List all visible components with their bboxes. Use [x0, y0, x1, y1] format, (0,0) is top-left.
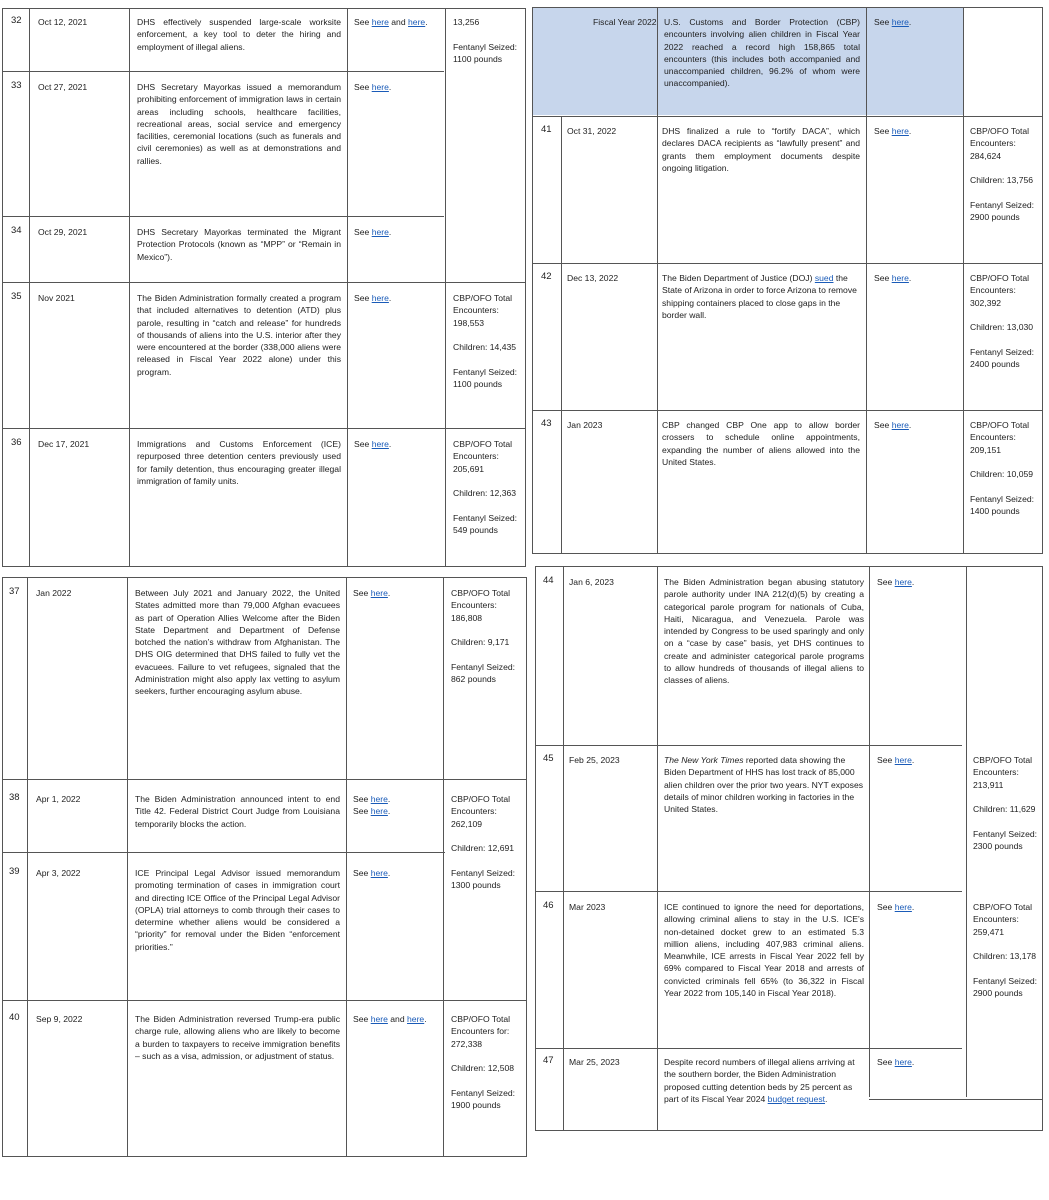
row-date: Jan 2023	[567, 420, 603, 430]
source-suffix: .	[911, 577, 915, 587]
source-suffix: .	[911, 755, 915, 765]
row-date: Sep 9, 2022	[36, 1014, 83, 1024]
row-date: Mar 25, 2023	[569, 1057, 620, 1067]
source-suffix: .	[388, 439, 392, 449]
row-description	[664, 754, 864, 815]
description-text: the State of Arizona in order to force Arizona to remove shipping containers placed to close gaps in the border wall.	[662, 273, 857, 320]
source-link[interactable]: here	[894, 1057, 912, 1067]
source-prefix: See	[874, 420, 892, 430]
table-top-left	[2, 8, 526, 567]
row-date: Jan 6, 2023	[569, 577, 614, 587]
row-stats: CBP/OFO Total Encounters: 186,808 Children: 9,171 Fentanyl Seized: 862 pounds	[451, 588, 516, 685]
source-link[interactable]: here	[408, 17, 426, 27]
row-date: Oct 27, 2021	[38, 82, 88, 92]
source-suffix: .	[425, 17, 428, 27]
row-stats: 13,256 Fentanyl Seized: 1100 pounds	[453, 17, 518, 64]
row-number: 36	[11, 437, 22, 448]
source-suffix: .	[911, 902, 915, 912]
row-description	[662, 272, 862, 321]
row-number: 37	[9, 586, 20, 597]
source-link[interactable]: here	[891, 126, 909, 136]
source-prefix: See	[353, 794, 371, 804]
row-number: 42	[541, 271, 552, 282]
table-bottom-left	[2, 577, 527, 1157]
source-prefix: See	[354, 227, 372, 237]
description-link[interactable]: budget request	[767, 1093, 826, 1104]
row-stats: CBP/OFO Total Encounters: 205,691 Children: 12,363 Fentanyl Seized: 549 pounds	[453, 439, 518, 536]
source-prefix: See	[353, 588, 371, 598]
row-stats: CBP/OFO Total Encounters: 302,392 Children: 13,030 Fentanyl Seized: 2400 pounds	[970, 273, 1035, 370]
row-source	[354, 226, 391, 238]
source-prefix: See	[877, 755, 895, 765]
source-link[interactable]: here	[894, 755, 912, 765]
description-text: .	[825, 1093, 828, 1104]
row-stats: CBP/OFO Total Encounters: 209,151 Children: 10,059 Fentanyl Seized: 1400 pounds	[970, 420, 1035, 517]
source-prefix: See	[877, 902, 895, 912]
source-suffix: .	[387, 806, 391, 817]
source-link[interactable]: here	[894, 577, 912, 587]
row-description: The Biden Administration formally created a program that included alternatives to detention (ATD) plus parole, resulting in “catch and release” for hundreds of thousands of aliens into the U.S. interior after they were encountered at the border (338,000 aliens were released in Fiscal Year 2022 alone) under this program.	[137, 293, 341, 377]
source-prefix: See	[353, 806, 371, 817]
source-suffix: .	[908, 273, 912, 283]
source-suffix: .	[908, 420, 912, 430]
source-prefix: See	[874, 17, 892, 27]
source-suffix: .	[388, 227, 392, 237]
row-description: CBP changed CBP One app to allow border crossers to schedule online appointments, expanding the number of aliens allowed into the United States.	[662, 420, 860, 467]
source-suffix: .	[908, 126, 912, 136]
row-source	[877, 576, 914, 588]
source-link[interactable]: here	[371, 17, 389, 27]
row-source	[877, 1056, 914, 1068]
row-source	[877, 754, 914, 766]
source-suffix: .	[387, 794, 391, 804]
row-number: 44	[543, 575, 554, 586]
row-date: Jan 2022	[36, 588, 72, 598]
source-link[interactable]: here	[371, 439, 389, 449]
row-date: Oct 31, 2022	[567, 126, 617, 136]
description-text: The Biden Department of Justice (DOJ)	[662, 273, 815, 283]
row-description: The Biden Administration reversed Trump-era public charge rule, allowing aliens who are likely to become a burden to taxpayers to receive immigration benefits – such as a visa, admission, or adjustment of status.	[135, 1014, 340, 1061]
row-source	[353, 867, 390, 879]
source-link[interactable]: here	[370, 1014, 388, 1024]
row-source	[354, 16, 428, 28]
row-date: Dec 13, 2022	[567, 273, 619, 283]
row-date: Apr 3, 2022	[36, 868, 81, 878]
description-text: Despite record numbers of illegal aliens arriving at the southern border, the Biden Administration proposed cutting detention beds by 25 percent as part of its Fiscal Year 2024	[664, 1057, 855, 1104]
row-number: 40	[9, 1012, 20, 1023]
row-description: ICE continued to ignore the need for deportations, allowing criminal aliens to stay in the U.S. ICE’s non-detained docket grew to an estimated 5.3 million aliens, including 407,983 criminal aliens. Meanwhile, ICE arrests in Fiscal Year 2022 fell by 69% compared to Fiscal Year 2018 and arrests of convicted criminals fell 65% (to 36,322 in Fiscal Year 2022 from 105,140 in Fiscal Year 2018).	[664, 902, 864, 999]
table-top-right	[532, 7, 1043, 554]
row-stats: CBP/OFO Total Encounters for: 272,338 Children: 12,508 Fentanyl Seized: 1900 pounds	[451, 1014, 516, 1111]
row-stats: CBP/OFO Total Encounters: 262,109 Children: 12,691 Fentanyl Seized: 1300 pounds	[451, 794, 516, 891]
row-description: DHS effectively suspended large-scale worksite enforcement, a key tool to deter the hiring and employment of illegal aliens.	[137, 17, 341, 52]
row-stats: CBP/OFO Total Encounters: 259,471 Children: 13,178 Fentanyl Seized: 2900 pounds	[973, 902, 1038, 999]
row-description: Between July 2021 and January 2022, the United States admitted more than 79,000 Afghan evacuees as part of Operation Allies Welcome after the Biden State Department and Department of Defense botched the nation’s withdraw from Afghanistan. The DHS OIG determined that DHS failed to fully vet the evacuees. Failure to vet refugees, signaled that the Administration might also apply lax vetting to asylum seekers, further encouraging asylum abuse.	[135, 588, 340, 697]
source-link[interactable]: here	[370, 868, 388, 878]
description-text: reported data showing the Biden Department of HHS has lost track of 85,000 alien children over the prior two years. NYT exposes details of minor children working in factories in the United States.	[664, 755, 864, 815]
row-number: 34	[11, 225, 22, 236]
source-prefix: See	[354, 293, 372, 303]
row-number: 33	[11, 80, 22, 91]
source-prefix: See	[874, 273, 892, 283]
source-prefix: See	[874, 126, 892, 136]
row-source	[874, 272, 911, 284]
source-prefix: See	[353, 1014, 371, 1024]
row-number: 45	[543, 753, 554, 764]
source-link[interactable]: here	[891, 273, 909, 283]
row-date: Fiscal Year 2022	[593, 17, 657, 27]
row-date: Nov 2021	[38, 293, 75, 303]
source-prefix: See	[353, 868, 371, 878]
row-description: DHS Secretary Mayorkas issued a memorandum prohibiting enforcement of immigration laws in certain areas including schools, healthcare facilities, recreational areas, social service and emergency facilities, ceremonial locations (such as funerals and civil ceremonies) as well as at demonstrations and rallies.	[137, 82, 341, 166]
publication-name: The New York Times	[664, 755, 744, 765]
source-link[interactable]: here	[371, 227, 389, 237]
row-date: Dec 17, 2021	[38, 439, 90, 449]
source-link[interactable]: here	[371, 293, 389, 303]
row-source	[877, 901, 914, 913]
row-description: The Biden Administration announced intent to end Title 42. Federal District Court Judge from Louisiana temporarily blocks the action.	[135, 794, 340, 829]
table-bottom-right	[535, 566, 1043, 1131]
row-date: Oct 29, 2021	[38, 227, 88, 237]
description-link[interactable]: sued	[814, 273, 834, 283]
row-date: Mar 2023	[569, 902, 606, 912]
row-description: DHS finalized a rule to “fortify DACA”, which declares DACA recipients as “lawfully present” and grants them employment documents despite ongoing litigation.	[662, 126, 860, 173]
row-number: 46	[543, 900, 554, 911]
row-number: 35	[11, 291, 22, 302]
row-date: Feb 25, 2023	[569, 755, 620, 765]
source-prefix: See	[354, 17, 372, 27]
source-prefix: See	[877, 577, 895, 587]
source-link[interactable]: here	[407, 1014, 425, 1024]
source-link[interactable]: here	[891, 17, 909, 27]
row-stats: CBP/OFO Total Encounters: 213,911 Children: 11,629 Fentanyl Seized: 2300 pounds	[973, 755, 1038, 852]
row-description	[664, 1056, 864, 1105]
source-link[interactable]: here	[370, 588, 388, 598]
source-suffix: .	[388, 293, 392, 303]
source-suffix: .	[387, 868, 391, 878]
row-source	[354, 292, 391, 304]
row-number: 41	[541, 124, 552, 135]
row-description: U.S. Customs and Border Protection (CBP) encounters involving alien children in Fiscal Year 2022 reached a record high 158,865 total encounters (this includes both accompanied and unaccompanied children, 96.2% of whom were unaccompanied).	[664, 17, 860, 89]
row-source	[874, 125, 911, 137]
row-description: Immigrations and Customs Enforcement (ICE) repurposed three detention centers previously used for family detention, thus encouraging greater illegal immigration of family units.	[137, 439, 341, 486]
row-date: Apr 1, 2022	[36, 794, 81, 804]
source-link[interactable]: here	[894, 902, 912, 912]
row-description: DHS Secretary Mayorkas terminated the Migrant Protection Protocols (known as “MPP” or “Remain in Mexico”).	[137, 227, 341, 262]
row-number: 32	[11, 15, 22, 26]
row-stats: CBP/OFO Total Encounters: 284,624 Children: 13,756 Fentanyl Seized: 2900 pounds	[970, 126, 1035, 223]
source-suffix: .	[908, 17, 912, 27]
source-suffix: .	[911, 1057, 915, 1067]
source-link[interactable]: here	[891, 420, 909, 430]
row-number: 38	[9, 792, 20, 803]
row-source	[353, 1013, 427, 1025]
row-source	[354, 81, 391, 93]
row-source	[353, 587, 390, 599]
source-prefix: See	[354, 82, 372, 92]
row-number: 43	[541, 418, 552, 429]
source-suffix: .	[424, 1014, 427, 1024]
source-link[interactable]: here	[370, 806, 388, 817]
source-mid: and	[387, 1014, 408, 1024]
source-prefix: See	[877, 1057, 895, 1067]
row-source	[354, 438, 391, 450]
row-stats: CBP/OFO Total Encounters: 198,553 Children: 14,435 Fentanyl Seized: 1100 pounds	[453, 293, 518, 390]
source-link[interactable]: here	[371, 82, 389, 92]
row-source	[874, 16, 911, 28]
row-source	[353, 793, 390, 818]
row-number: 47	[543, 1055, 554, 1066]
row-date: Oct 12, 2021	[38, 17, 88, 27]
row-source	[874, 419, 911, 431]
row-description: ICE Principal Legal Advisor issued memorandum promoting termination of cases in immigration court and directing ICE Office of the Principal Legal Advisor (OPLA) trial attorneys to comb through their cases to determine whether aliens would be considered a “priority” for removal under the Biden “enforcement priorities.”	[135, 868, 340, 952]
source-mid: and	[388, 17, 409, 27]
source-suffix: .	[388, 82, 392, 92]
source-link[interactable]: here	[370, 794, 388, 804]
row-number: 39	[9, 866, 20, 877]
source-prefix: See	[354, 439, 372, 449]
row-description: The Biden Administration began abusing statutory parole authority under INA 212(d)(5) by creating a categorical parole program for nationals of Cuba, Haiti, Nicaragua, and Venezuela. Parole was intended by Congress to be used sparingly and only on a “case by case” basis, yet DHS continues to create and administer categorical parole programs to allow hundreds of thousands of illegal aliens to classes of aliens.	[664, 577, 864, 686]
source-suffix: .	[387, 588, 391, 598]
